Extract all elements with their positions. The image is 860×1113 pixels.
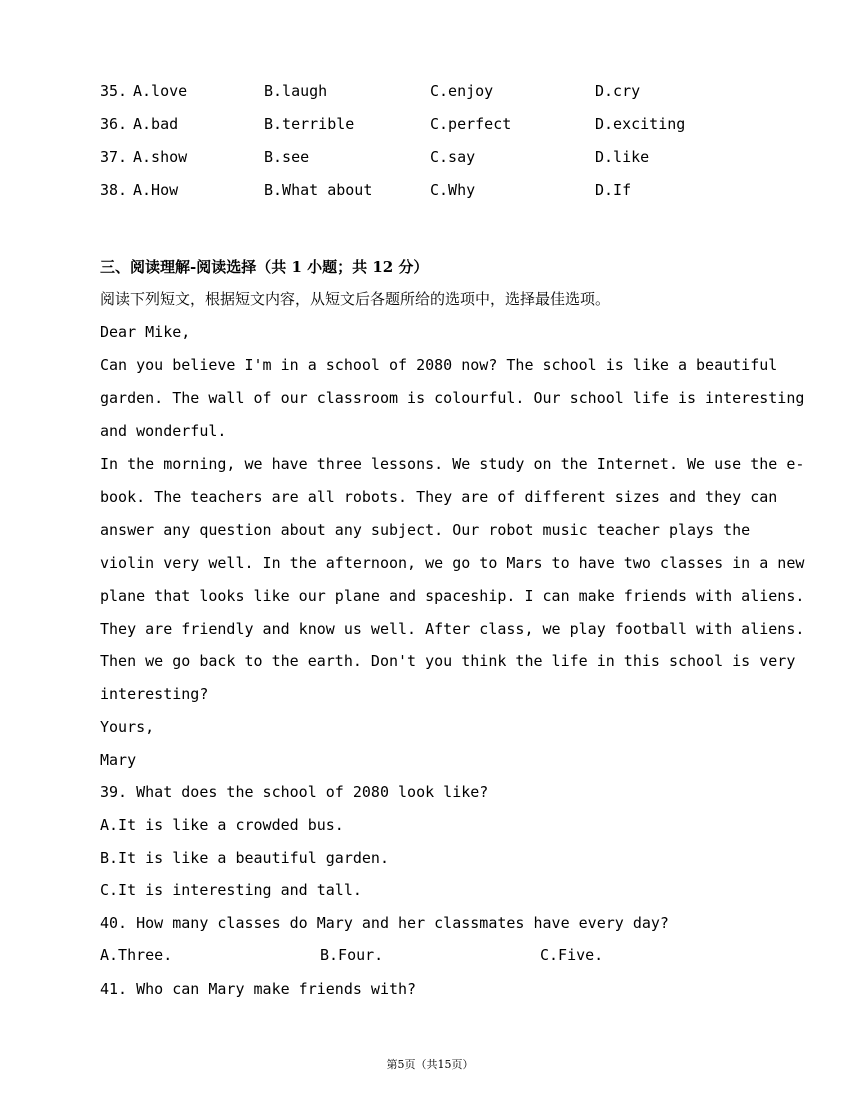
letter-line: plane that looks like our plane and spaceship. I can make friends with aliens. [100, 587, 805, 605]
question-41-stem: 41. Who can Mary make friends with? [100, 980, 417, 998]
option-d: D.If [595, 181, 632, 199]
question-40-option-c: C.Five. [540, 946, 604, 964]
question-39-option-c: C.It is interesting and tall. [100, 881, 362, 899]
option-c: C.say [430, 148, 476, 166]
question-39-stem: 39. What does the school of 2080 look like? [100, 783, 489, 801]
question-number: 36. [100, 115, 128, 133]
option-b: B.What about [264, 181, 373, 199]
option-c: C.Why [430, 181, 476, 199]
letter-line: answer any question about any subject. Our robot music teacher plays the [100, 521, 751, 539]
question-39-option-a: A.It is like a crowded bus. [100, 816, 344, 834]
question-39-option-b: B.It is like a beautiful garden. [100, 849, 389, 867]
section-title: 三、阅读理解-阅读选择（共 1 小题；共 12 分） [100, 258, 429, 276]
option-b: B.laugh [264, 82, 328, 100]
section-instruction: 阅读下列短文，根据短文内容，从短文后各题所给的选项中，选择最佳选项。 [100, 290, 611, 308]
option-d: D.exciting [595, 115, 686, 133]
option-c: C.perfect [430, 115, 512, 133]
letter-greeting: Dear Mike, [100, 323, 191, 341]
question-40-option-b: B.Four. [320, 946, 384, 964]
option-a: A.love [133, 82, 188, 100]
letter-line: and wonderful. [100, 422, 227, 440]
option-row-35 [100, 80, 800, 102]
letter-line: violin very well. In the afternoon, we go to Mars to have two classes in a new [100, 554, 805, 572]
option-b: B.terrible [264, 115, 355, 133]
letter-signature: Mary [100, 751, 137, 769]
option-row-36 [100, 113, 800, 135]
letter-line: Then we go back to the earth. Don't you think the life in this school is very [100, 652, 796, 670]
letter-line: Can you believe I'm in a school of 2080 now? The school is like a beautiful [100, 356, 778, 374]
question-number: 38. [100, 181, 128, 199]
option-a: A.show [133, 148, 188, 166]
option-row-37 [100, 146, 800, 168]
question-number: 35. [100, 82, 128, 100]
question-40-options [100, 944, 800, 966]
question-40-option-a: A.Three. [100, 946, 173, 964]
option-a: A.How [133, 181, 179, 199]
question-number: 37. [100, 148, 128, 166]
option-d: D.like [595, 148, 650, 166]
letter-line: book. The teachers are all robots. They are of different sizes and they can [100, 488, 778, 506]
option-b: B.see [264, 148, 310, 166]
option-c: C.enjoy [430, 82, 494, 100]
question-40-stem: 40. How many classes do Mary and her classmates have every day? [100, 914, 669, 932]
letter-line: They are friendly and know us well. After class, we play football with aliens. [100, 620, 805, 638]
letter-line: garden. The wall of our classroom is colourful. Our school life is interesting [100, 389, 805, 407]
letter-line: interesting? [100, 685, 209, 703]
letter-closing: Yours, [100, 718, 155, 736]
option-row-38 [100, 179, 800, 201]
option-a: A.bad [133, 115, 179, 133]
letter-line: In the morning, we have three lessons. We study on the Internet. We use the e- [100, 455, 805, 473]
page-footer: 第5页（共15页） [386, 1058, 474, 1071]
option-d: D.cry [595, 82, 641, 100]
